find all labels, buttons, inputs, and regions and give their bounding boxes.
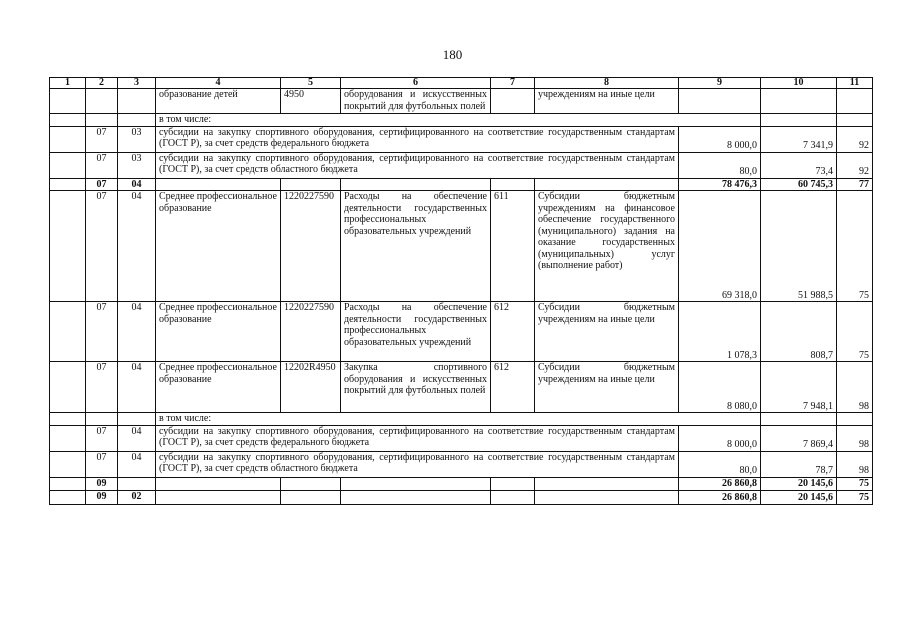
row-actual: 78,7 [761, 451, 837, 477]
row-planned: 8 080,0 [679, 362, 761, 413]
row-type: 612 [491, 302, 535, 362]
row-section: 07 [86, 152, 118, 178]
row-text: субсидии на закупку спортивного оборудования, сертифицированного на соответствие государственным стандартам (ГОСТ Р), за счет средств федерального бюджета [156, 425, 679, 451]
row-actual: 73,4 [761, 152, 837, 178]
header-row [50, 78, 873, 89]
col-header: 6 [341, 78, 491, 89]
row-actual: 7 948,1 [761, 362, 837, 413]
row-planned: 26 860,8 [679, 490, 761, 504]
table-row [50, 178, 873, 191]
row-name: Среднее профессиональное образование [156, 191, 281, 302]
row-name: образование детей [156, 89, 281, 114]
row-percent: 98 [837, 451, 873, 477]
row-text: субсидии на закупку спортивного оборудования, сертифицированного на соответствие государственным стандартам (ГОСТ Р), за счет средств областного бюджета [156, 451, 679, 477]
row-planned: 8 000,0 [679, 126, 761, 152]
table-row [50, 89, 873, 114]
table-row [50, 490, 873, 504]
table-row [50, 126, 873, 152]
row-note: в том числе: [156, 413, 761, 426]
table-row [50, 191, 873, 302]
row-recipient: Субсидии бюджетным учреждениям на финансовое обеспечение государственного (муниципального) задания на оказание государственных (муниципальных) услуг (выполнение работ) [535, 191, 679, 302]
col-header: 3 [118, 78, 156, 89]
row-recipient: Субсидии бюджетным учреждениям на иные цели [535, 302, 679, 362]
row-subsection: 04 [118, 451, 156, 477]
row-subsection: 02 [118, 490, 156, 504]
row-name: Среднее профессиональное образование [156, 362, 281, 413]
row-subsection: 03 [118, 126, 156, 152]
col-header: 4 [156, 78, 281, 89]
page-number: 180 [442, 47, 463, 62]
row-subsection: 04 [118, 362, 156, 413]
row-planned: 80,0 [679, 152, 761, 178]
row-actual: 20 145,6 [761, 490, 837, 504]
row-purpose: Расходы на обеспечение деятельности государственных профессиональных образовательных учреждений [341, 191, 491, 302]
col-header: 8 [535, 78, 679, 89]
row-planned: 78 476,3 [679, 178, 761, 191]
row-planned: 80,0 [679, 451, 761, 477]
row-actual: 808,7 [761, 302, 837, 362]
row-recipient: учреждениям на иные цели [535, 89, 679, 114]
row-purpose: Расходы на обеспечение деятельности государственных профессиональных образовательных учреждений [341, 302, 491, 362]
row-name: Среднее профессиональное образование [156, 302, 281, 362]
row-section: 07 [86, 451, 118, 477]
row-percent: 75 [837, 490, 873, 504]
row-type: 612 [491, 362, 535, 413]
col-header: 11 [837, 78, 873, 89]
row-subsection: 04 [118, 178, 156, 191]
row-section: 09 [86, 490, 118, 504]
table-row [50, 114, 873, 127]
table-row [50, 477, 873, 490]
row-planned: 1 078,3 [679, 302, 761, 362]
row-section: 07 [86, 425, 118, 451]
row-note: в том числе: [156, 114, 761, 127]
table-row [50, 302, 873, 362]
row-subsection: 04 [118, 425, 156, 451]
row-text: субсидии на закупку спортивного оборудования, сертифицированного на соответствие государственным стандартам (ГОСТ Р), за счет средств областного бюджета [156, 152, 679, 178]
row-percent: 92 [837, 126, 873, 152]
row-percent: 75 [837, 477, 873, 490]
table-row [50, 451, 873, 477]
table-row [50, 152, 873, 178]
row-subsection: 04 [118, 302, 156, 362]
table-row [50, 413, 873, 426]
row-actual: 51 988,5 [761, 191, 837, 302]
row-actual: 7 341,9 [761, 126, 837, 152]
col-header: 2 [86, 78, 118, 89]
row-planned: 69 318,0 [679, 191, 761, 302]
row-code: 4950 [281, 89, 341, 114]
row-recipient: Субсидии бюджетным учреждениям на иные цели [535, 362, 679, 413]
row-actual: 7 869,4 [761, 425, 837, 451]
budget-table [49, 77, 873, 505]
row-section: 09 [86, 477, 118, 490]
row-section: 07 [86, 178, 118, 191]
row-percent: 98 [837, 362, 873, 413]
row-purpose: Закупка спортивного оборудования и искусственных покрытий для футбольных полей [341, 362, 491, 413]
col-header: 7 [491, 78, 535, 89]
row-code: 1220227590 [281, 191, 341, 302]
col-header: 9 [679, 78, 761, 89]
row-planned: 8 000,0 [679, 425, 761, 451]
row-type: 611 [491, 191, 535, 302]
row-section: 07 [86, 126, 118, 152]
row-text: субсидии на закупку спортивного оборудования, сертифицированного на соответствие государственным стандартам (ГОСТ Р), за счет средств федерального бюджета [156, 126, 679, 152]
row-section: 07 [86, 362, 118, 413]
table-row [50, 425, 873, 451]
row-code: 1220227590 [281, 302, 341, 362]
row-section: 07 [86, 191, 118, 302]
col-header: 1 [50, 78, 86, 89]
row-subsection: 03 [118, 152, 156, 178]
row-actual: 20 145,6 [761, 477, 837, 490]
row-actual: 60 745,3 [761, 178, 837, 191]
row-percent: 75 [837, 191, 873, 302]
row-purpose: оборудования и искусственных покрытий для футбольных полей [341, 89, 491, 114]
table-row [50, 362, 873, 413]
row-percent: 98 [837, 425, 873, 451]
row-percent: 75 [837, 302, 873, 362]
col-header: 5 [281, 78, 341, 89]
row-planned: 26 860,8 [679, 477, 761, 490]
row-code: 12202R4950 [281, 362, 341, 413]
col-header: 10 [761, 78, 837, 89]
row-section: 07 [86, 302, 118, 362]
row-percent: 92 [837, 152, 873, 178]
row-percent: 77 [837, 178, 873, 191]
row-subsection: 04 [118, 191, 156, 302]
